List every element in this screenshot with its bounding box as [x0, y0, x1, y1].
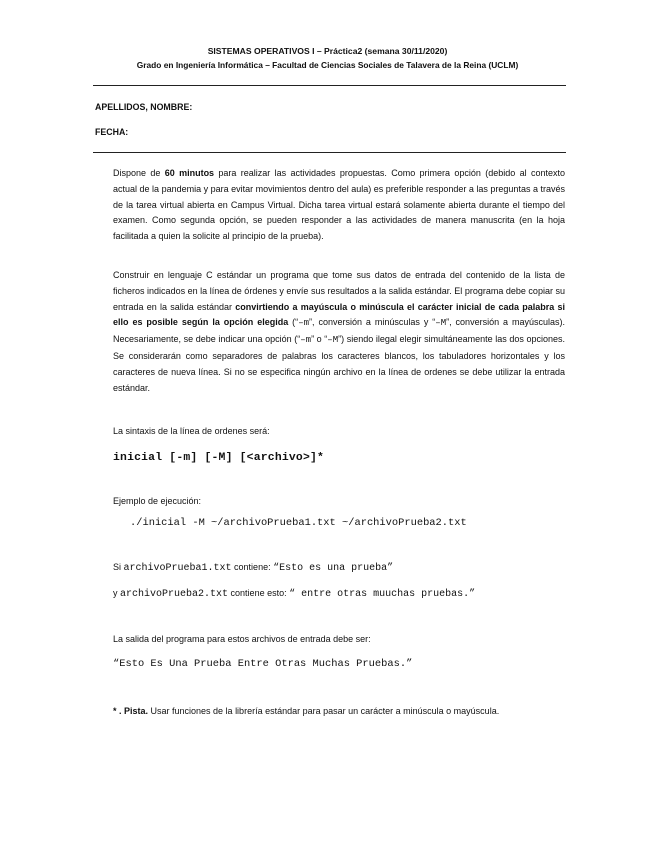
option-m-2: –m — [300, 335, 312, 346]
file2-content: “ entre otras muuchas pruebas.” — [289, 589, 476, 600]
document-title: SISTEMAS OPERATIVOS I – Práctica2 (semana 30/11/2020) — [207, 46, 448, 56]
time-limit: 60 minutos — [164, 168, 215, 178]
option-M-2: –M — [327, 335, 339, 346]
file1-name: archivoPrueba1.txt — [123, 563, 232, 574]
syntax-label: La sintaxis de la línea de ordenes será: — [113, 426, 270, 436]
file1-content: “Esto es una prueba” — [273, 563, 394, 574]
file1-mid: contiene: — [231, 562, 274, 572]
task-text-e: ” o “ — [311, 334, 328, 345]
date-field-label: FECHA: — [95, 127, 129, 137]
task-paragraph — [113, 268, 565, 396]
name-field-label: APELLIDOS, NOMBRE: — [95, 102, 193, 112]
file1-prefix: Si — [113, 562, 124, 572]
intro-text-a: Dispone de — [113, 168, 165, 178]
task-text-bold: convirtiendo a mayúscula o minúscula el carácter inicial de cada palabra si ello es posible según la opción elegida — [113, 301, 565, 328]
intro-paragraph — [113, 166, 565, 245]
example-file2-line — [113, 588, 475, 600]
task-text-d: ”, conversión a mayúsculas). Necesariamente, se debe indicar una opción (“ — [113, 317, 565, 345]
task-text-b: (“ — [288, 317, 299, 328]
example-file1-line — [113, 562, 393, 574]
file2-prefix: y — [113, 588, 121, 598]
output-label: La salida del programa para estos archivos de entrada debe ser: — [113, 634, 371, 644]
example-command: ./inicial -M ~/archivoPrueba1.txt ~/archivoPrueba2.txt — [130, 517, 467, 529]
document-subtitle: Grado en Ingeniería Informática – Facultad de Ciencias Sociales de Talavera de la Reina (UCLM) — [136, 60, 519, 70]
syntax-command: inicial [-m] [-M] [<archivo>]* — [113, 452, 325, 464]
option-m: –m — [298, 318, 309, 329]
top-divider — [93, 85, 566, 86]
hint-text: Usar funciones de la librería estándar para pasar un carácter a minúscula o mayúscula. — [148, 706, 500, 716]
task-text-a: Construir en lenguaje C estándar un programa que tome sus datos de entrada del contenido de la lista de ficheros indicados en la línea de órdenes y envíe sus resultados a la salida estándar. El programa debe copiar su entrada en la salida estándar — [113, 270, 565, 312]
hint-label: * . Pista. — [113, 706, 149, 716]
fields-divider — [93, 152, 566, 153]
output-result: “Esto Es Una Prueba Entre Otras Muchas Pruebas.” — [113, 658, 413, 670]
task-text-f: ”) siendo ilegal elegir simultáneamente las dos opciones. Se considerarán como separadores de palabras los caracteres blancos, los tabuladores horizontales y los caracteres de nueva línea. Si no se especifica ningún archivo en la línea de ordenes se debe utilizar la entrada estándar. — [113, 334, 565, 393]
intro-text-b: para realizar las actividades propuestas. Como primera opción (debido al contexto actual de la pandemia y para evitar movimientos dentro del aula) es preferible responder a las preguntas a través de la tarea virtual abierta en Campus Virtual. Dicha tarea virtual estará solamente abierta durante el tiempo del examen. Como segunda opción, se pueden responder a las actividades de manera manuscrita (en la hoja facilitada a quien la solicite al principio de la prueba). — [113, 168, 565, 242]
file2-name: archivoPrueba2.txt — [120, 589, 229, 600]
hint-line — [113, 706, 499, 716]
task-text-c: ”, conversión a minúsculas y “ — [309, 317, 436, 328]
example-label: Ejemplo de ejecución: — [113, 496, 202, 506]
file2-mid: contiene esto: — [228, 588, 290, 598]
option-M: –M — [435, 318, 447, 329]
